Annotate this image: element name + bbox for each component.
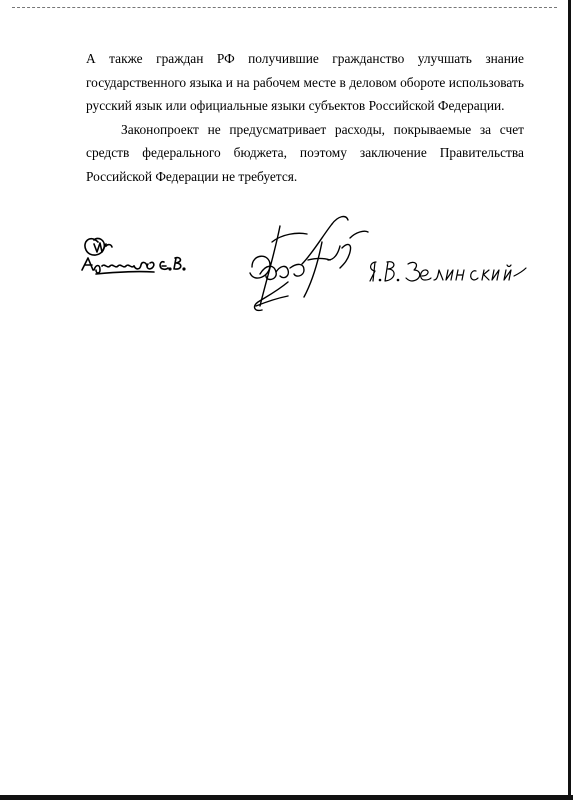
scan-top-edge <box>12 7 557 8</box>
paragraph-2-line-3: Российской Федерации не требуется. <box>86 168 298 184</box>
paragraph-2 <box>86 118 524 189</box>
paragraph-1 <box>86 47 524 118</box>
scan-right-edge <box>568 0 571 800</box>
document-body <box>86 47 524 188</box>
name-handwritten <box>364 250 534 290</box>
scan-bottom-edge <box>0 795 573 800</box>
paragraph-2-line-2: средств федерального бюджета, поэтому заключение Правительства <box>86 145 524 160</box>
paragraph-2-line-1: Законопроект не предусматривает расходы, покрываемые за счет <box>121 121 524 137</box>
paragraph-1-line-3: русский язык или официальные языки субъектов Российской Федерации. <box>86 98 505 113</box>
paragraph-1-line-1: А также граждан РФ получившие гражданство улучшать знание <box>86 51 524 66</box>
left-handwritten-signature <box>76 228 206 288</box>
paragraph-1-line-2: государственного языка и на рабочем месте в деловом обороте использовать <box>86 74 524 90</box>
